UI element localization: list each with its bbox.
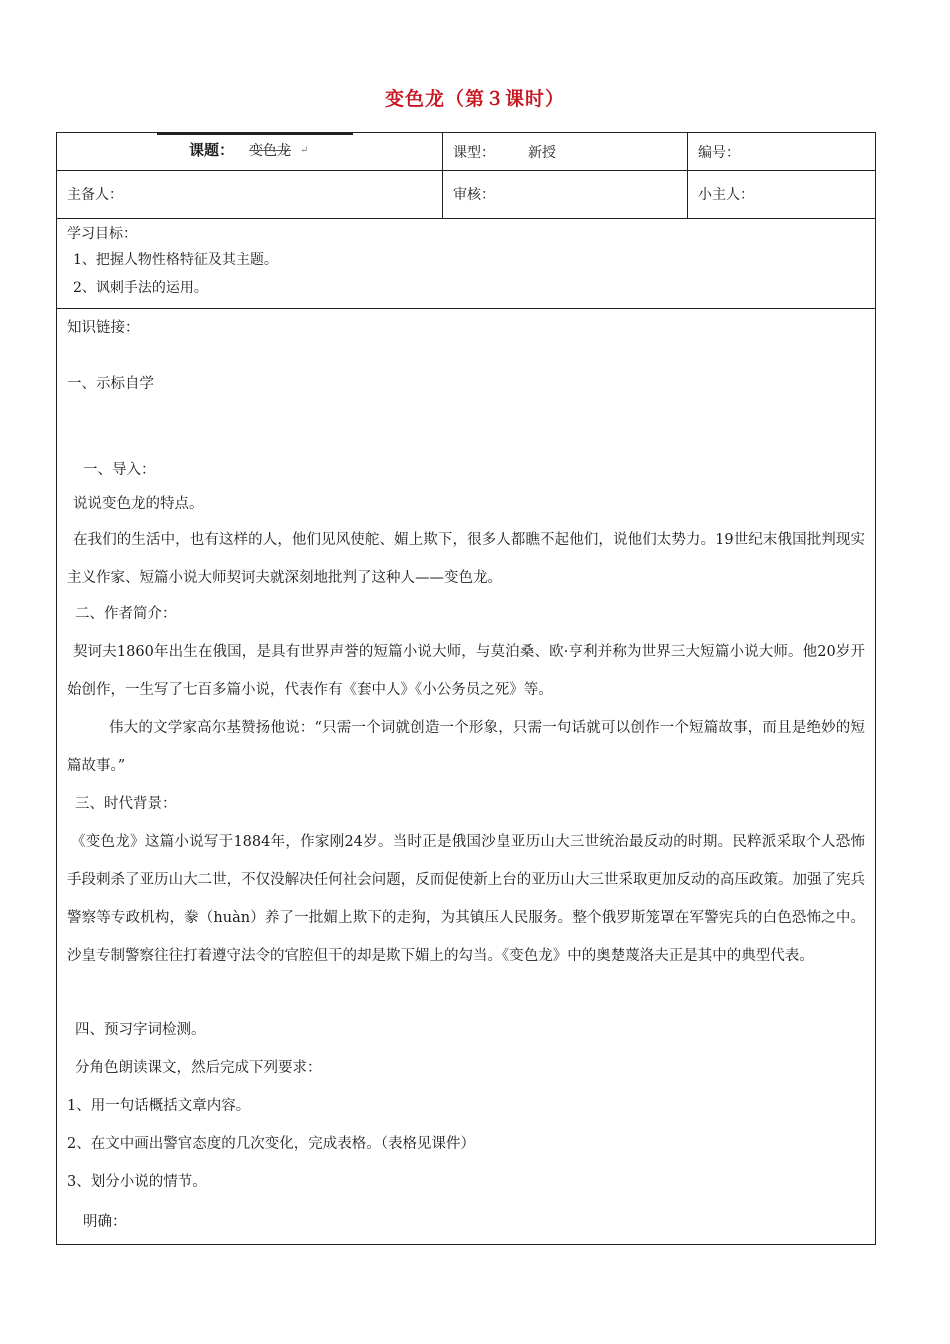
owner-label: 小主人： [698,187,754,203]
self-study-heading: 一、示标自学 [67,376,154,392]
type-cell [442,133,687,170]
preparer-label: 主备人： [67,187,123,203]
document-title: 变色龙（第３课时） [384,88,565,110]
course-value: 变色龙 [249,143,291,159]
owner-cell [687,171,875,218]
lesson-plan-table [56,132,876,1245]
intro-body: 在我们的生活中，也有这样的人，他们见风使舵、媚上欺下，很多人都瞧不起他们，说他们太势力。19世纪末俄国批判现实主义作家、短篇小说大师契诃夫就深刻地批判了这种人——变色龙。 [67,532,865,586]
background-body: 《变色龙》这篇小说写于1884年，作家刚24岁。当时正是俄国沙皇亚历山大三世统治最反动的时期。民粹派采取个人恐怖手段刺杀了亚历山大二世，不仅没解决任何社会问题，反而促使新上台的亚历山大三世采取更加反动的高压政策。加强了宪兵警察等专政机构，豢（huàn）养了一批媚上欺下的走狗，为其镇压人民服务。整个俄罗斯笼罩在军警宪兵的白色恐怖之中。沙皇专制警察往往打着遵守法令的官腔但干的却是欺下媚上的勾当。《变色龙》中的奥楚蔑洛夫正是其中的典型代表。 [67,834,865,964]
return-mark-icon: ↵ [300,145,309,156]
course-underline [157,133,353,135]
preview-heading: 四、预习字词检测。 [75,1022,206,1038]
background-heading: 三、时代背景： [75,796,177,812]
gorky-quote: 伟大的文学家高尔基赞扬他说：“只需一个词就创造一个形象，只需一句话就可以创作一个短篇故事，而且是绝妙的短篇故事。” [67,720,865,774]
type-value: 新授 [528,145,556,161]
intro-heading: 一、导入： [83,462,156,478]
preparer-cell [57,171,442,218]
type-label: 课型： [453,145,495,161]
course-label: 课题： [189,141,235,159]
intro-question: 说说变色龙的特点。 [73,496,204,512]
clarify-label: 明确： [83,1214,127,1230]
task-2: 2、在文中画出警官态度的几次变化，完成表格。（表格见课件） [67,1136,475,1152]
reviewer-label: 审核： [453,187,495,203]
number-label: 编号： [698,145,740,161]
course-cell [57,133,442,170]
number-cell [687,133,875,170]
author-heading: 二、作者简介： [75,606,177,622]
knowledge-link-heading: 知识链接： [67,320,140,336]
goal-item: 2、讽刺手法的运用。 [73,280,208,296]
goals-heading: 学习目标： [67,226,137,242]
goals-row [57,219,875,309]
task-1: 1、用一句话概括文章内容。 [67,1098,251,1114]
reviewer-cell [442,171,687,218]
goal-item: 1、把握人物性格特征及其主题。 [73,252,278,268]
header-row-1 [57,133,875,171]
content-area [57,309,875,1244]
header-row-2 [57,171,875,219]
author-body: 契诃夫1860年出生在俄国，是具有世界声誉的短篇小说大师，与莫泊桑、欧·亨利并称为世界三大短篇小说大师。他20岁开始创作，一生写了七百多篇小说，代表作有《套中人》《小公务员之死》等。 [67,644,865,698]
task-3: 3、划分小说的情节。 [67,1174,207,1190]
preview-instruction: 分角色朗读课文，然后完成下列要求： [75,1060,322,1076]
